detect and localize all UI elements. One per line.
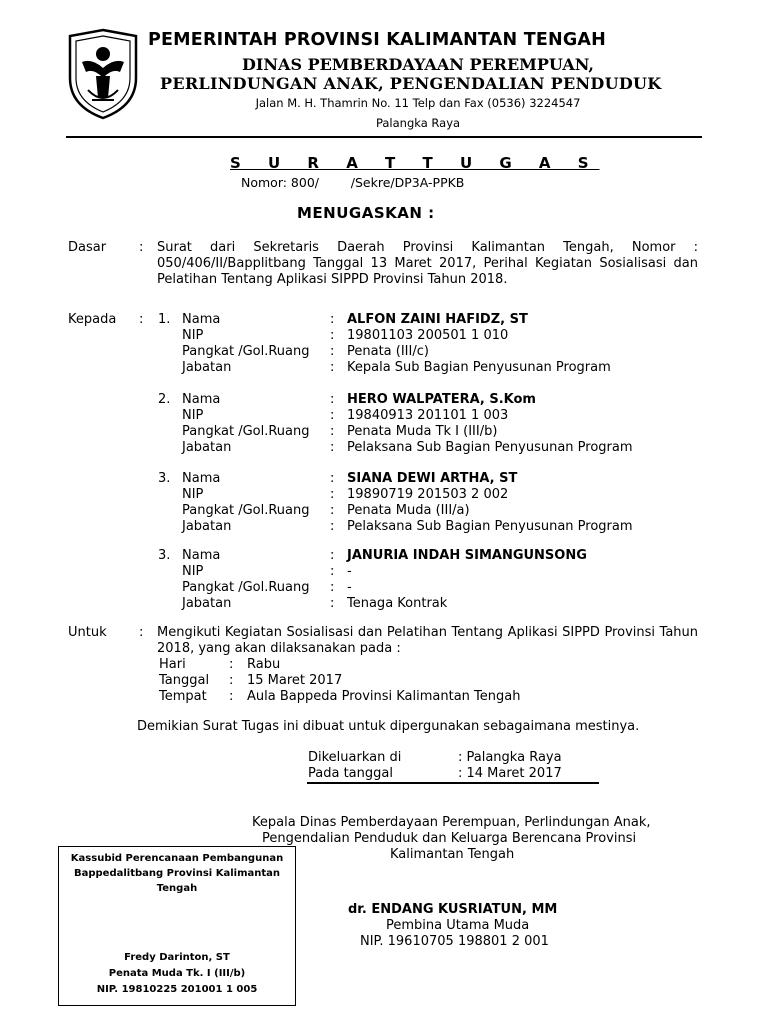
tempat-label: Tempat [159,689,207,704]
person-nip: - [347,564,352,579]
letterhead-government: PEMERINTAH PROVINSI KALIMANTAN TENGAH [148,30,606,50]
person-position: Tenaga Kontrak [347,596,448,611]
colon: : [229,673,234,688]
colon: : [330,503,335,518]
person-number: 3. [158,471,171,486]
closing-statement: Demikian Surat Tugas ini dibuat untuk dipergunakan sebagaimana mestinya. [137,719,640,734]
letterhead-address: Jalan M. H. Thamrin No. 11 Telp dan Fax (0536) 3224547 [255,96,581,110]
untuk-label: Untuk [68,625,107,640]
nip-label: NIP [182,487,204,502]
colon: : [330,580,335,595]
colon: : [330,328,335,343]
box-title-line3: Tengah [156,883,198,894]
person-number: 2. [158,392,171,407]
signatory-title-line3: Kalimantan Tengah [390,847,515,862]
kalimantan-tengah-crest-icon [66,28,140,120]
letterhead-agency-line1: DINAS PEMBERDAYAAN PEREMPUAN, [242,55,594,74]
colon: : [330,392,335,407]
person-nip: 19801103 200501 1 010 [347,328,509,343]
untuk-colon: : [139,625,144,640]
nama-label: Nama [182,312,221,327]
issued-place-label: Dikeluarkan di [308,750,402,765]
colon: : [330,596,335,611]
dasar-colon: : [139,240,144,255]
person-name: HERO WALPATERA, S.Kom [347,392,536,407]
box-rank: Penata Muda Tk. I (III/b) [108,968,246,979]
pangkat-label: Pangkat /Gol.Ruang [182,503,310,518]
letterhead-rule [66,136,702,138]
signatory-title-line1: Kepala Dinas Pemberdayaan Perempuan, Perlindungan Anak, [252,815,651,830]
colon: : [330,564,335,579]
pangkat-label: Pangkat /Gol.Ruang [182,344,310,359]
dasar-label: Dasar [68,240,107,255]
colon: : [229,689,234,704]
person-name: ALFON ZAINI HAFIDZ, ST [347,312,528,327]
pangkat-label: Pangkat /Gol.Ruang [182,424,310,439]
issued-place: : Palangka Raya [458,750,562,765]
box-title-line1: Kassubid Perencanaan Pembangunan [70,853,284,864]
person-nip: 19840913 201101 1 003 [347,408,509,423]
nama-label: Nama [182,392,221,407]
person-name: JANURIA INDAH SIMANGUNSONG [347,548,587,563]
jabatan-label: Jabatan [182,360,232,375]
hari-label: Hari [159,657,186,672]
pangkat-label: Pangkat /Gol.Ruang [182,580,310,595]
signatory-title-line2: Pengendalian Penduduk dan Keluarga Berencana Provinsi [262,831,637,846]
colon: : [330,519,335,534]
colon: : [330,408,335,423]
issued-date-label: Pada tanggal [308,766,393,781]
signatory-name: dr. ENDANG KUSRIATUN, MM [348,902,558,917]
box-title-line2: Bappedalitbang Provinsi Kalimantan [73,868,281,879]
signatory-rank: Pembina Utama Muda [386,918,530,933]
kepada-colon: : [139,312,144,327]
person-name: SIANA DEWI ARTHA, ST [347,471,518,486]
hari-value: Rabu [247,657,281,672]
tanggal-value: 15 Maret 2017 [247,673,343,688]
letterhead-agency-line2: PERLINDUNGAN ANAK, PENGENDALIAN PENDUDUK [160,74,662,93]
nip-label: NIP [182,408,204,423]
colon: : [330,312,335,327]
dasar-text: Surat dari Sekretaris Daerah Provinsi Kalimantan Tengah, Nomor : 050/406/II/Bapplitbang Tanggal 13 Maret 2017, Perihal Kegiatan Sosialisasi dan Pelatihan Tentang Aplikasi SIPPD Provinsi Tahun 2018. [157,240,698,287]
menugaskan-heading: MENUGASKAN : [297,204,435,222]
untuk-text: Mengikuti Kegiatan Sosialisasi dan Pelatihan Tentang Aplikasi SIPPD Provinsi Tahun 2018, yang akan dilaksanakan pada : [157,625,698,656]
issued-date: : 14 Maret 2017 [458,766,562,781]
colon: : [330,487,335,502]
jabatan-label: Jabatan [182,440,232,455]
nip-label: NIP [182,564,204,579]
jabatan-label: Jabatan [182,519,232,534]
person-position: Pelaksana Sub Bagian Penyusunan Program [347,519,633,534]
box-nip: NIP. 19810225 201001 1 005 [96,984,258,995]
person-nip: 19890719 201503 2 002 [347,487,509,502]
colon: : [330,360,335,375]
issued-underline [307,782,599,784]
person-rank: Penata Muda Tk I (III/b) [347,424,498,439]
document-title: S U R A T T U G A S [230,154,600,172]
colon: : [330,471,335,486]
person-number: 3. [158,548,171,563]
person-rank: Penata Muda (III/a) [347,503,470,518]
nama-label: Nama [182,548,221,563]
person-rank: - [347,580,352,595]
jabatan-label: Jabatan [182,596,232,611]
person-rank: Penata (III/c) [347,344,429,359]
nip-label: NIP [182,328,204,343]
nama-label: Nama [182,471,221,486]
tempat-value: Aula Bappeda Provinsi Kalimantan Tengah [247,689,521,704]
document-number: Nomor: 800/ /Sekre/DP3A-PPKB [241,175,465,190]
person-position: Kepala Sub Bagian Penyusunan Program [347,360,611,375]
person-number: 1. [158,312,171,327]
colon: : [229,657,234,672]
letterhead-city: Palangka Raya [375,116,461,130]
signatory-nip: NIP. 19610705 198801 2 001 [360,934,549,949]
kepada-label: Kepada [68,312,117,327]
colon: : [330,440,335,455]
box-name: Fredy Darinton, ST [124,952,230,963]
tanggal-label: Tanggal [159,673,210,688]
colon: : [330,344,335,359]
person-position: Pelaksana Sub Bagian Penyusunan Program [347,440,633,455]
colon: : [330,548,335,563]
initial-box [58,846,296,1006]
colon: : [330,424,335,439]
